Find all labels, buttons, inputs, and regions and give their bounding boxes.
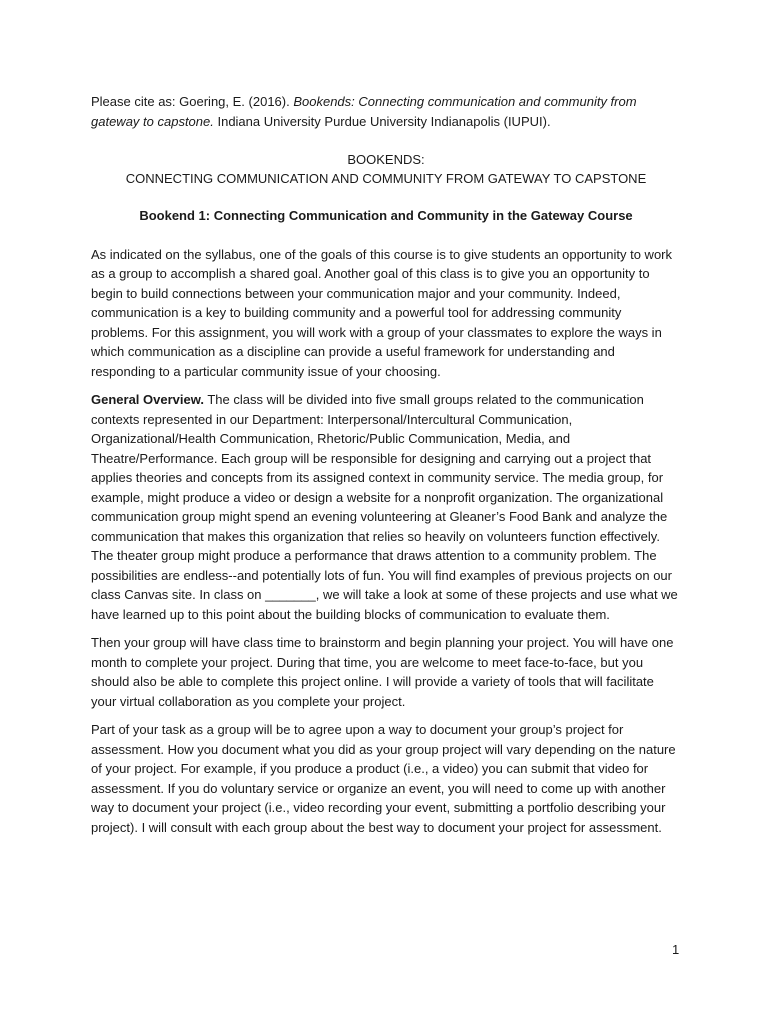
date-blank: _______ xyxy=(265,587,316,602)
overview-paragraph xyxy=(91,390,681,624)
citation-title: Bookends: Connecting communication and community from gateway to capstone. xyxy=(91,94,637,129)
overview-text-1: The class will be divided into five small groups related to the communication contexts represented in our Department: Interpersonal/Intercultural Communication, Organizational/Health Communication, Rhetoric/Public Communication, Media, and Theatre/Performance. Each group will be responsible for designing and carrying out a project that applies theories and concepts from its assigned context in community service. The media group, for example, might produce a video or design a website for a nonprofit organization. The organizational communication group might spend an evening volunteering at Gleaner’s Food Bank and analyze the communication that makes this organization that relies so heavily on volunteers function effectively. The theater group might produce a performance that draws attention to a community problem. The possibilities are endless--and potentially lots of fun. You will find examples of previous projects on our class Canvas site. In class on xyxy=(91,392,672,602)
document-page xyxy=(91,92,681,837)
document-title xyxy=(91,150,681,188)
section-heading: Bookend 1: Connecting Communication and Community in the Gateway Course xyxy=(139,208,633,223)
citation-suffix: Indiana University Purdue University Indianapolis (IUPUI). xyxy=(213,114,551,129)
page-number: 1 xyxy=(672,942,680,957)
documentation-paragraph: Part of your task as a group will be to agree upon a way to document your group’s project for assessment. How you document what you did as your group project will vary depending on the nature of your project. For example, if you produce a product (i.e., a video) you can submit that video for assessment. If you do voluntary service or organize an event, you will need to come up with another way to document your project (i.e., video recording your event, submitting a portfolio describing your project). I will consult with each group about the best way to document your project for assessment. xyxy=(91,722,676,835)
title-line-2: CONNECTING COMMUNICATION AND COMMUNITY FROM GATEWAY TO CAPSTONE xyxy=(125,171,647,186)
planning-paragraph: Then your group will have class time to brainstorm and begin planning your project. You will have one month to complete your project. During that time, you are welcome to meet face-to-face, but you should also be able to complete this project online. I will provide a variety of tools that will facilitate your virtual collaboration as you complete your project. xyxy=(91,635,674,709)
title-line-1: BOOKENDS: xyxy=(347,152,425,167)
citation-prefix: Please cite as: Goering, E. (2016). xyxy=(91,94,294,109)
overview-label: General Overview. xyxy=(91,392,204,407)
intro-paragraph: As indicated on the syllabus, one of the goals of this course is to give students an opportunity to work as a group to accomplish a shared goal. Another goal of this class is to give you an opportunity to begin to build connections between your communication major and your community. Indeed, communication is a key to building community and a powerful tool for addressing community problems. For this assignment, you will work with a group of your classmates to explore the ways in which communication as a discipline can provide a useful framework for understanding and responding to a particular community issue of your choosing. xyxy=(91,246,673,379)
citation xyxy=(91,92,681,132)
overview-text-2: , we will take a look at some of these projects and use what we have learned up to this point about the building blocks of communication to evaluate them. xyxy=(91,587,678,622)
